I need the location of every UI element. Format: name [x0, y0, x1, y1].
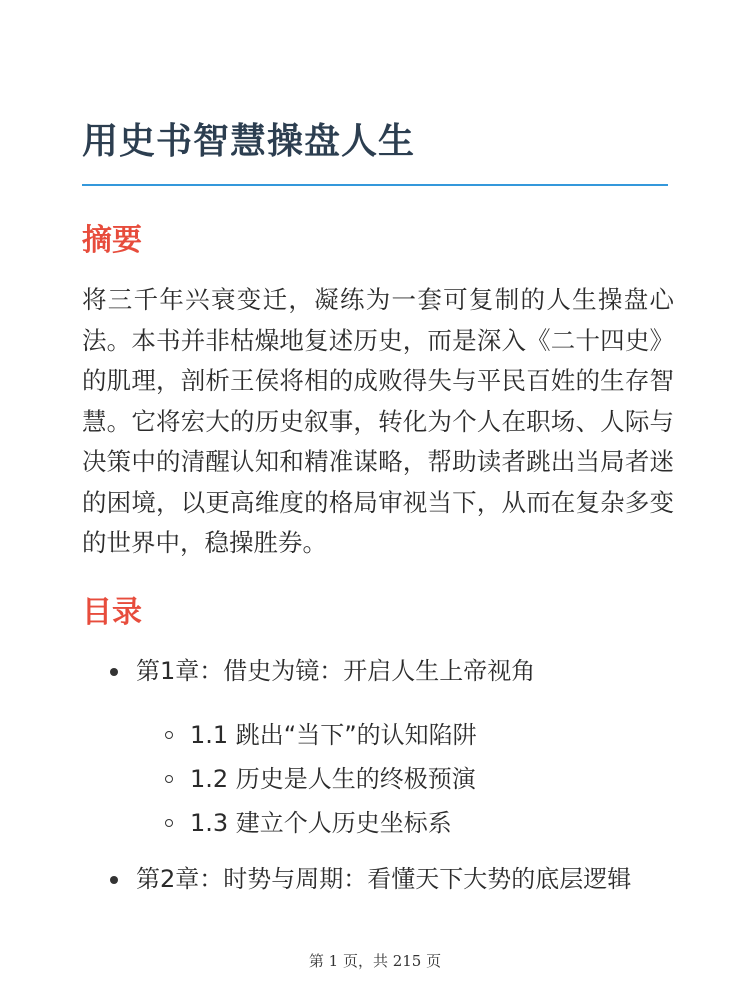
toc-chapter-1-label: 第1章：借史为镜：开启人生上帝视角: [136, 657, 536, 685]
bullet-circle-icon: [165, 775, 173, 783]
toc-section-1-3-label: 1.3 建立个人历史坐标系: [190, 809, 452, 837]
page-number-footer: 第 1 页，共 215 页: [308, 952, 442, 970]
toc-chapter-2-row: [82, 860, 668, 898]
toc-section-1-1: [82, 713, 668, 757]
toc-chapter-1: [82, 652, 668, 845]
title-divider: [82, 184, 668, 186]
toc-section-1-3: [82, 801, 668, 845]
bullet-disc-icon: [110, 668, 118, 676]
toc-chapter-2: [82, 860, 668, 898]
toc-chapter-1-sections: [82, 713, 668, 845]
toc-chapter-2-label: 第2章：时势与周期：看懂天下大势的底层逻辑: [136, 865, 632, 893]
summary-heading: 摘要: [82, 223, 142, 258]
summary-paragraph: 将三千年兴衰变迁，凝练为一套可复制的人生操盘心法。本书并非枯燥地复述历史，而是深入《二十四史》的肌理，剖析王侯将相的成败得失与平民百姓的生存智慧。它将宏大的历史叙事，转化为个人在职场、人际与决策中的清醒认知和精准谋略，帮助读者跳出当局者迷的困境，以更高维度的格局审视当下，从而在复杂多变的世界中，稳操胜券。: [82, 285, 674, 557]
bullet-disc-icon: [110, 876, 118, 884]
bullet-circle-icon: [165, 819, 173, 827]
toc-section-1-2-label: 1.2 历史是人生的终极预演: [190, 765, 476, 793]
page-title: 用史书智慧操盘人生: [82, 121, 416, 162]
toc-section-1-2: [82, 757, 668, 801]
toc-section-1-1-label: 1.1 跳出“当下”的认知陷阱: [190, 721, 477, 749]
bullet-circle-icon: [165, 731, 173, 739]
toc-chapter-1-row: [82, 652, 668, 690]
toc-heading: 目录: [82, 595, 142, 630]
